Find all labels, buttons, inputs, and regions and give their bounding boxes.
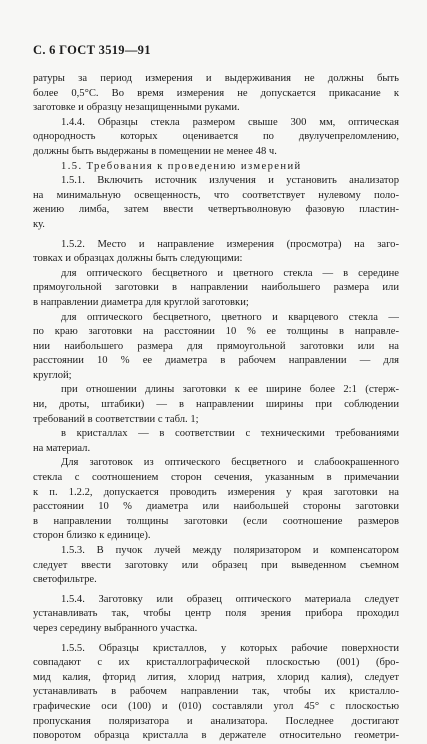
text-line: сторон близко к единице). (33, 530, 151, 542)
text-line: при отношении длины заготовки к ее ширине более 2:1 (стерж- (61, 384, 399, 396)
page-header: С. 6 ГОСТ 3519—91 (33, 43, 151, 57)
text-line: жению лимба, затем ввести четвертьволновую фазовую пластин- (33, 204, 399, 216)
text-line: должны быть выдержаны в помещении не менее 48 ч. (33, 145, 277, 157)
text-line: стекла с соотношением сторон сечения, указанным в примечании (33, 472, 399, 484)
text-line: 1.5.4. Заготовку или образец оптического материала следует (61, 593, 399, 605)
text-line: более 0,5°С. Во время измерения не допускается прикасание к (33, 87, 399, 99)
text-line: к п. 1.2.2, допускается проводить измерения у края заготовки на (33, 486, 399, 498)
text-line: требований в соответствии с табл. 1; (33, 413, 199, 425)
text-line: 1.5.3. В пучок лучей между поляризатором и компенсатором (61, 545, 399, 556)
text-line: в направлении толщины заготовки (если соотношение размеров (33, 515, 399, 527)
text-line: Для заготовок из оптического бесцветного и слабоокрашенного (61, 457, 399, 469)
text-line: ни, дроты, штабики) — в направлении ширины при соблюдении (33, 399, 399, 411)
text-line: ратуры за период измерения и выдерживания не должны быть (33, 73, 399, 84)
text-line: 1.5.2. Место и направление измерения (просмотра) на заго- (61, 238, 399, 250)
text-line: круглой; (33, 369, 72, 381)
text-line: следует ввести заготовку или образец при выведенном съемном (33, 559, 399, 571)
text-line: 1.5. Требования к проведению измерений (61, 160, 302, 172)
text-line: для оптического бесцветного, цветного и кварцевого стекла — (61, 311, 399, 323)
text-line: товках и образцах должны быть следующими: (33, 253, 243, 265)
text-line: нии наибольшего размера для прямоугольной заготовки или на (33, 340, 399, 352)
text-line: совпадают с их кристаллографической плоскостью (001) (бро- (33, 657, 399, 669)
text-line: 1.5.5. Образцы кристаллов, у которых рабочие поверхности (61, 642, 399, 654)
document-body (33, 72, 399, 744)
text-line: по краю заготовки на расстоянии 10 % ее толщины в направле- (33, 326, 399, 338)
text-line: расстоянии 10 % диаметра или наибольшей стороны заготовки (33, 501, 399, 513)
text-line: поворотом образца кристалла в держателе относительно геометри- (33, 730, 399, 742)
text-line: в кристаллах — в соответствии с техническими требованиями (61, 428, 399, 440)
text-line: заготовке и образцу незащищенными руками. (33, 102, 240, 114)
text-line: однородность которых оценивается по двулучепреломлению, (33, 131, 399, 143)
text-line: устанавливать так, чтобы центр поля зрения прибора проходил (33, 608, 399, 620)
text-line: ку. (33, 218, 45, 230)
text-line: через середину выбранного участка. (33, 622, 198, 634)
text-line: для оптического бесцветного и цветного стекла — в середине (61, 267, 399, 279)
text-line: прямоугольной заготовки в направлении наибольшего размера или (33, 282, 399, 294)
text-line: на минимальную освещенность, что соответствует нулевому поло- (33, 189, 399, 201)
text-line: на материал. (33, 442, 91, 454)
text-line: мид калия, фторид лития, хлорид натрия, хлорид калия), следует (33, 671, 399, 683)
text-line: 1.4.4. Образцы стекла размером свыше 300 мм, оптическая (61, 116, 399, 128)
text-line: 1.5.1. Включить источник излучения и установить анализатор (61, 175, 399, 187)
text-line: в направлении диаметра для круглой заготовки; (33, 296, 249, 308)
text-line: светофильтре. (33, 574, 97, 586)
text-line: расстоянии 10 % ее диаметра в рабочем направлении — для (33, 355, 399, 367)
text-line: пропускания поляризатора и анализатора. Последнее достигают (33, 715, 399, 727)
text-line: устанавливать в рабочем направлении так, чтобы их кристалло- (33, 686, 399, 698)
text-line: графические оси (100) и (010) составляли угол 45° с плоскостью (33, 700, 399, 712)
